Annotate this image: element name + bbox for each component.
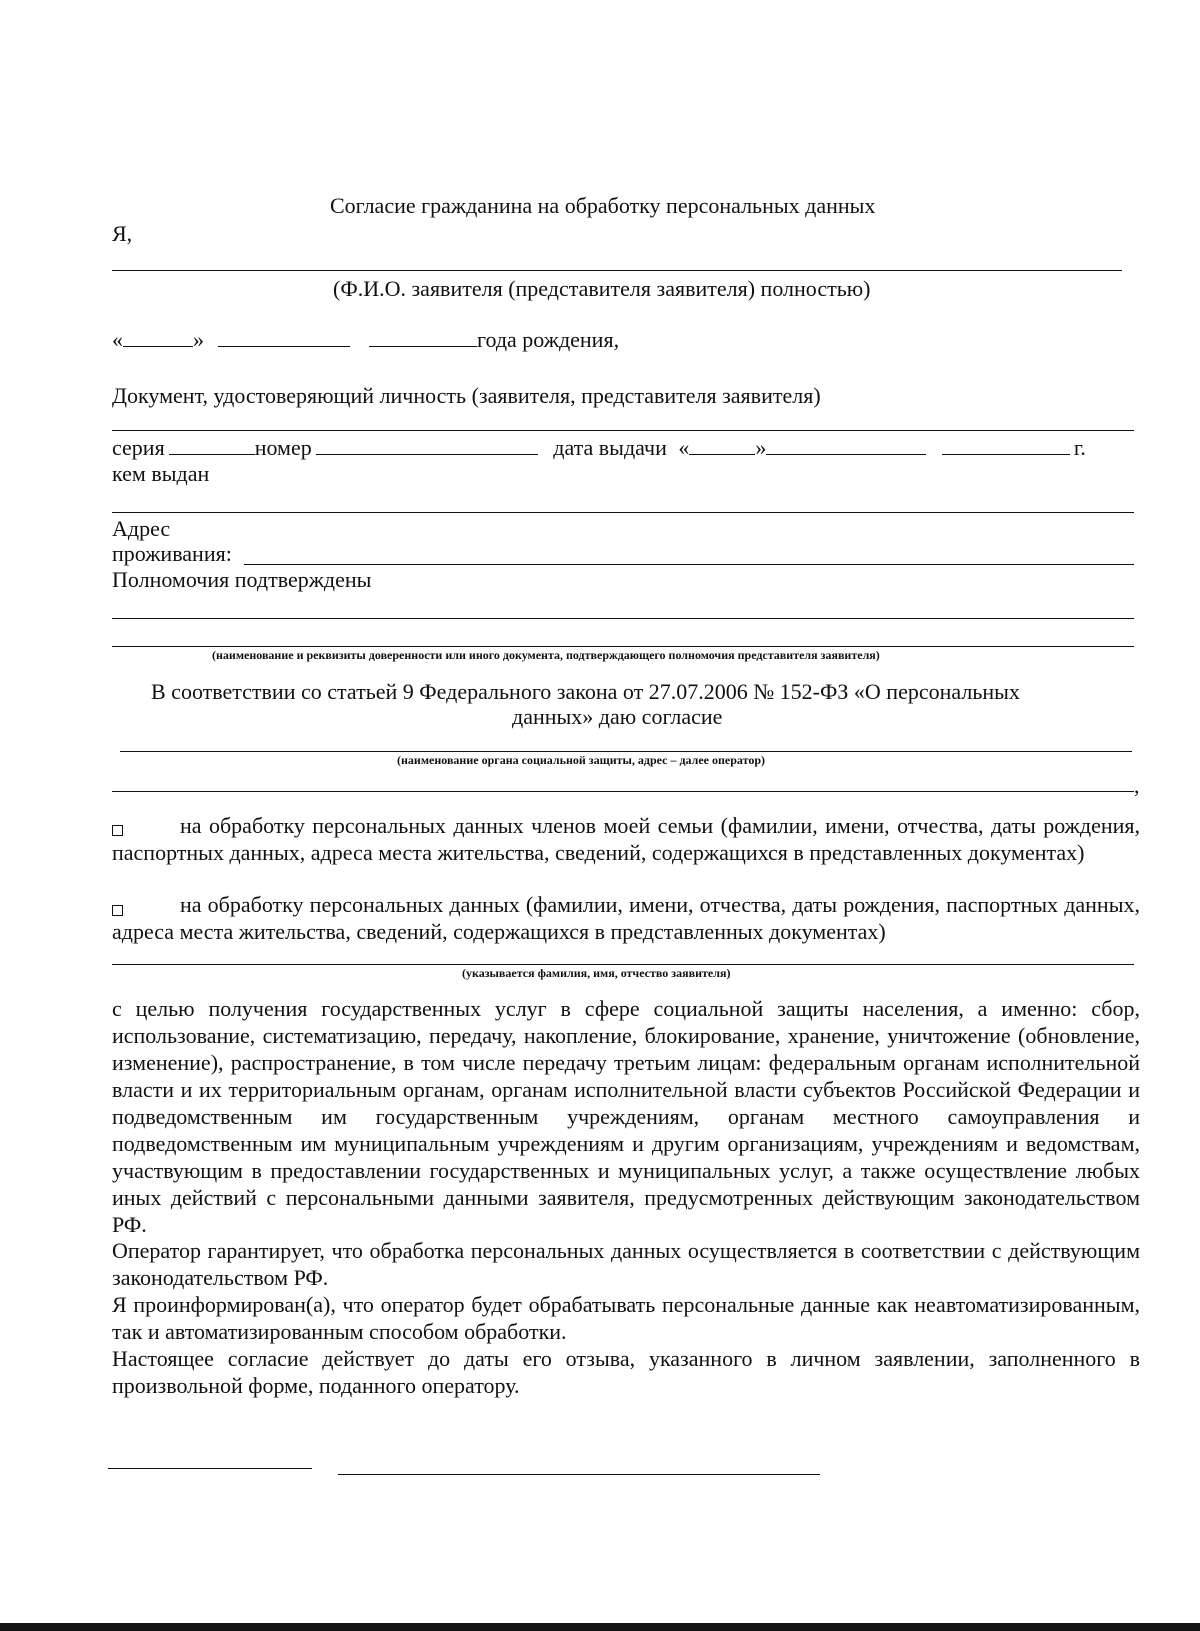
authority-line-2[interactable] <box>112 646 1134 647</box>
authority-caption: (наименование и реквизиты доверенности или иного документа, подтверждающего полномочия представителя заявителя) <box>212 648 880 662</box>
id-document-label: Документ, удостоверяющий личность (заявителя, представителя заявителя) <box>112 383 821 408</box>
informed-paragraph: Я проинформирован(а), что оператор будет обрабатывать персональные данные как неавтоматизированным, так и автоматизированным способом обработки. <box>112 1292 1140 1344</box>
birth-date-row <box>112 326 619 353</box>
series-field[interactable] <box>169 436 255 455</box>
validity-paragraph: Настоящее согласие действует до даты его отзыва, указанного в личном заявлении, заполненного в произвольной форме, поданного оператору. <box>112 1346 1140 1398</box>
year-suffix: г. <box>1073 435 1086 460</box>
ya-label: Я, <box>112 221 133 246</box>
purpose-paragraph: с целью получения государственных услуг в сфере социальной защиты населения, а именно: сбор, использование, систематизацию, передачу, накопление, блокирование, хранение, уничтожение (обновление, изменение), распространение, в том числе передачу третьим лицам: федеральным органам исполнительной власти и их территориальным органам, органам исполнительной власти субъектов Российской Федерации и подведомственным им государственным учреждениям, органам местного самоуправления и подведомственным им муниципальным учреждениям и другим организациям, учреждениям и ведомствам, участвующим в предоставлении государственных и муниципальных услуг, а также осуществление любых иных действий с персональными данными заявителя, предусмотренных действующим законодательством РФ. <box>112 996 1140 1237</box>
id-document-line[interactable] <box>112 430 1134 431</box>
fio-caption: (Ф.И.О. заявителя (представителя заявителя) полностью) <box>333 276 871 301</box>
series-number-row <box>112 434 1086 461</box>
birth-year-field[interactable] <box>369 328 477 347</box>
issue-day-field[interactable] <box>689 436 755 455</box>
issue-year-field[interactable] <box>942 436 1070 455</box>
number-field[interactable] <box>316 436 538 455</box>
quote-open: « <box>112 327 123 352</box>
operator-caption: (наименование органа социальной защиты, адрес – далее оператор) <box>397 753 766 767</box>
address-label-2: проживания: <box>112 541 232 566</box>
number-label: номер <box>254 435 312 460</box>
authority-label: Полномочия подтверждены <box>112 567 372 592</box>
guarantee-paragraph: Оператор гарантирует, что обработка персональных данных осуществляется в соответствии с действующим законодательством РФ. <box>112 1238 1140 1290</box>
applicant-name-line[interactable] <box>112 964 1134 965</box>
option-family-text: на обработку персональных данных членов моей семьи (фамилии, имени, отчества, даты рождения, паспортных данных, адреса места жительства, сведений, содержащихся в представленных документах) <box>112 813 1140 865</box>
scan-bottom-edge <box>0 1623 1200 1631</box>
signature-line[interactable] <box>338 1474 820 1475</box>
issue-quote-close: » <box>755 435 767 460</box>
option-self-text: на обработку персональных данных (фамилии, имени, отчества, даты рождения, паспортных данных, адреса места жительства, сведений, содержащихся в представленных документах) <box>112 892 1140 944</box>
operator-line-2[interactable] <box>112 791 1134 792</box>
address-label-1: Адрес <box>112 516 171 541</box>
fio-line[interactable] <box>112 270 1122 271</box>
operator-trailing-comma: , <box>1134 773 1140 798</box>
birth-day-field[interactable] <box>123 328 193 347</box>
series-label: серия <box>112 435 165 460</box>
issue-quote-open: « <box>678 435 690 460</box>
applicant-caption: (указывается фамилия, имя, отчество заявителя) <box>462 966 731 980</box>
issued-by-line[interactable] <box>112 512 1134 513</box>
quote-close: » <box>193 327 204 352</box>
consent-line-1: В соответствии со статьей 9 Федерального закона от 27.07.2006 № 152-ФЗ «О персональных <box>151 679 1020 704</box>
issue-date-label: дата выдачи <box>553 435 667 460</box>
issued-by-label: кем выдан <box>112 461 210 486</box>
issue-month-field[interactable] <box>766 436 926 455</box>
page-title: Согласие гражданина на обработку персональных данных <box>330 193 876 218</box>
signature-date-line[interactable] <box>108 1468 312 1469</box>
operator-line-1[interactable] <box>120 751 1132 752</box>
birth-month-field[interactable] <box>218 328 350 347</box>
birth-label: года рождения, <box>477 327 620 352</box>
address-line[interactable] <box>244 564 1134 565</box>
authority-line-1[interactable] <box>112 618 1134 619</box>
consent-line-2: данных» даю согласие <box>512 704 723 729</box>
